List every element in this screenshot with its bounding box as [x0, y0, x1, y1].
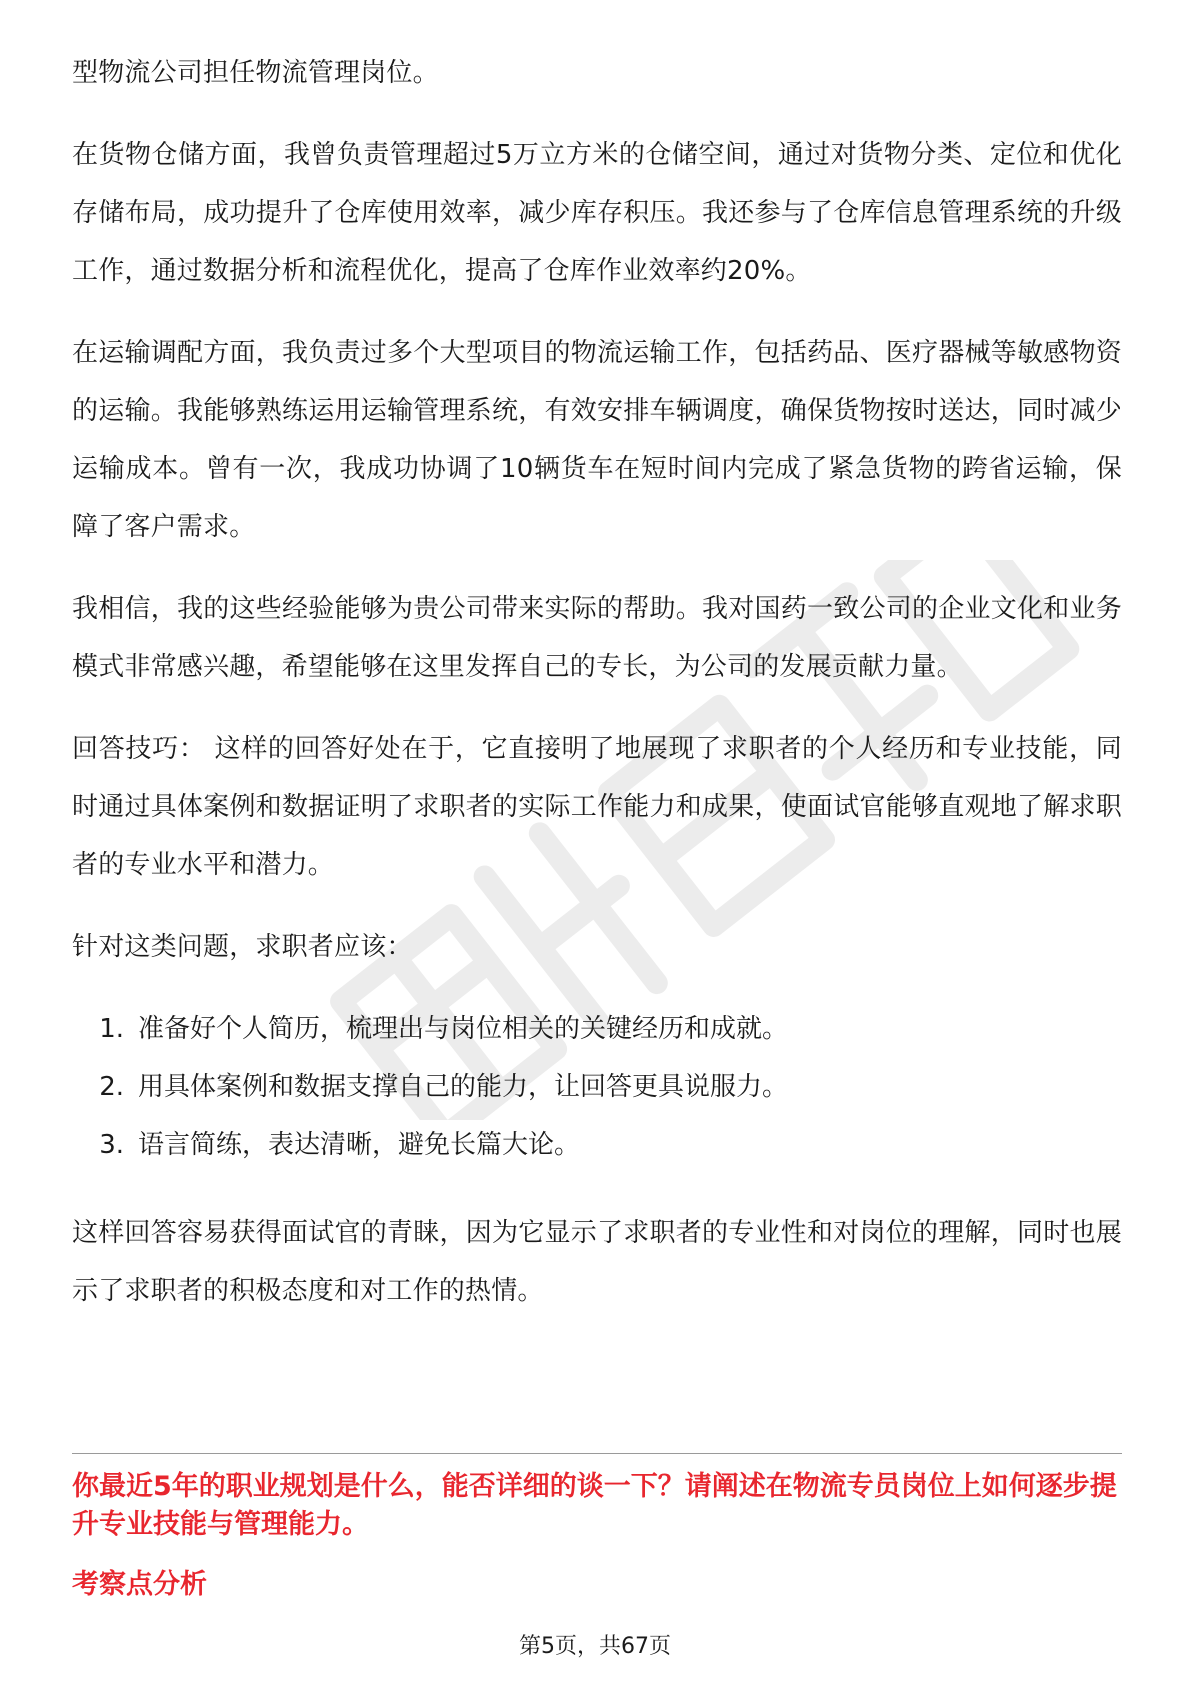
- list-item-number: 3.: [99, 1130, 124, 1160]
- section-title: 考察点分析: [72, 1569, 207, 1600]
- list-item-text: 语言简练，表达清晰，避免长篇大论。: [138, 1130, 581, 1160]
- paragraph-intro-end: 型物流公司担任物流管理岗位。: [72, 58, 439, 88]
- list-item-number: 2.: [99, 1072, 124, 1102]
- paragraph-tips-lead: 针对这类问题，求职者应该：: [72, 932, 413, 962]
- paragraph-warehousing: 在货物仓储方面，我曾负责管理超过5万立方米的仓储空间，通过对货物分类、定位和优化存储布局，成功提升了仓库使用效率，减少库存积压。我还参与了仓库信息管理系统的升级工作，通过数据分析和流程优化，提高了仓库作业效率约20%。: [72, 140, 1122, 286]
- list-item: [72, 1116, 1122, 1174]
- paragraph-answer-tips: 回答技巧： 这样的回答好处在于，它直接明了地展现了求职者的个人经历和专业技能，同时通过具体案例和数据证明了求职者的实际工作能力和成果，使面试官能够直观地了解求职者的专业水平和潜力。: [72, 734, 1123, 880]
- next-question-heading: 你最近5年的职业规划是什么，能否详细的谈一下？请阐述在物流专员岗位上如何逐步提升专业技能与管理能力。: [72, 1471, 1117, 1540]
- list-item-text: 准备好个人简历，梳理出与岗位相关的关键经历和成就。: [138, 1014, 789, 1044]
- tips-list: [72, 1000, 1122, 1174]
- section-divider: [72, 1453, 1122, 1454]
- paragraph-closing: 这样回答容易获得面试官的青睐，因为它显示了求职者的专业性和对岗位的理解，同时也展示了求职者的积极态度和对工作的热情。: [72, 1218, 1122, 1306]
- paragraph-transport: 在运输调配方面，我负责过多个大型项目的物流运输工作，包括药品、医疗器械等敏感物资的运输。我能够熟练运用运输管理系统，有效安排车辆调度，确保货物按时送达，同时减少运输成本。曾有一次，我成功协调了10辆货车在短时间内完成了紧急货物的跨省运输，保障了客户需求。: [72, 338, 1122, 542]
- body-content: [72, 44, 1122, 1344]
- list-item: [72, 1000, 1122, 1058]
- paragraph-value: 我相信，我的这些经验能够为贵公司带来实际的帮助。我对国药一致公司的企业文化和业务模式非常感兴趣，希望能够在这里发挥自己的专长，为公司的发展贡献力量。: [72, 594, 1122, 682]
- list-item-text: 用具体案例和数据支撑自己的能力，让回答更具说服力。: [138, 1072, 789, 1102]
- list-item: [72, 1058, 1122, 1116]
- list-item-number: 1.: [99, 1014, 124, 1044]
- page-number-footer: 第5页，共67页: [519, 1634, 671, 1659]
